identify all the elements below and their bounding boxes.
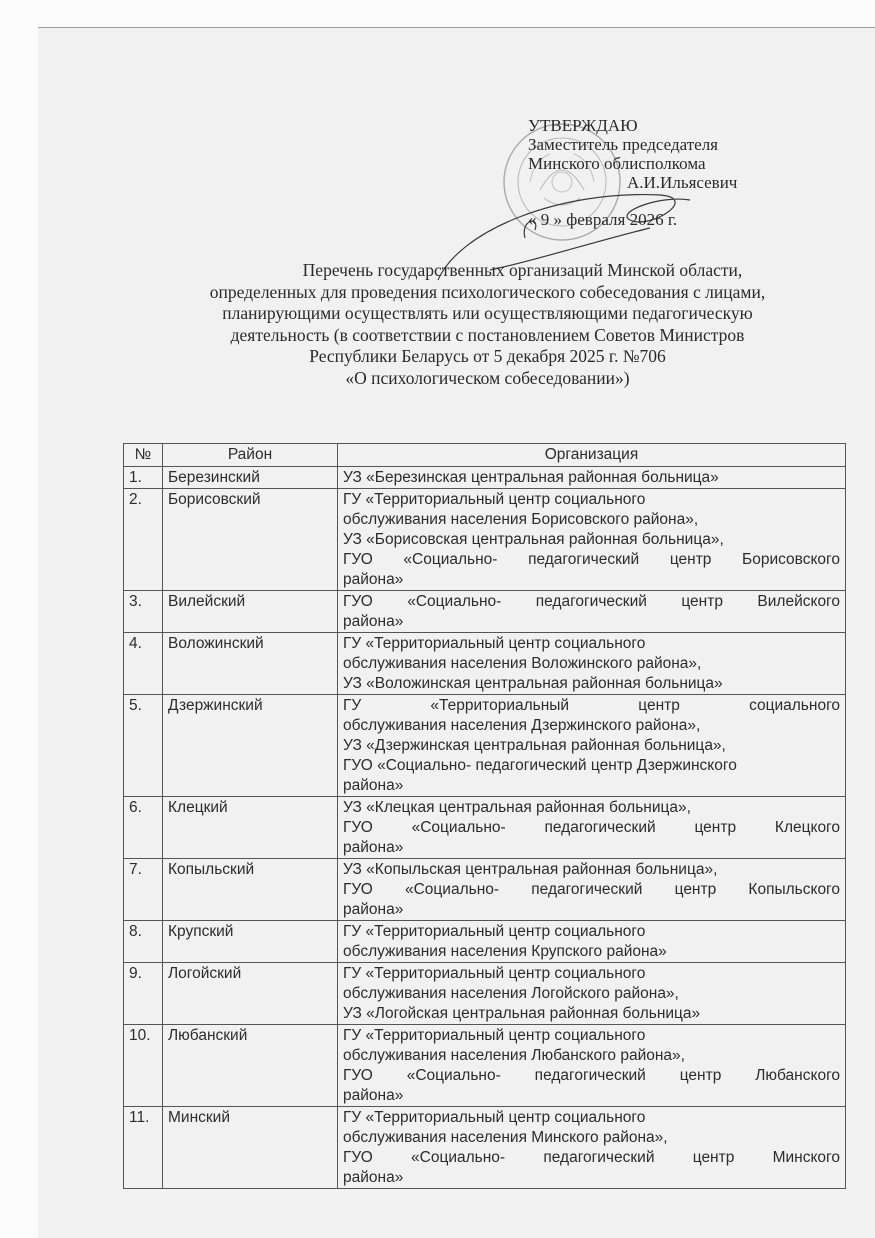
row-number: 10. <box>124 1025 163 1107</box>
organization-line: ГУ «Территориальный центр социального <box>343 635 646 652</box>
header-organization: Организация <box>338 444 846 467</box>
table-row <box>124 467 846 489</box>
organization-line: ГУО «Социально- педагогический центр Вилейского <box>343 593 840 610</box>
organization-line: УЗ «Дзержинская центральная районная больница», <box>343 737 726 754</box>
row-number: 5. <box>124 695 163 797</box>
organization-line: УЗ «Воложинская центральная районная больница» <box>343 675 723 692</box>
document-title <box>130 260 845 389</box>
row-district: Дзержинский <box>163 695 338 797</box>
organization-line: района» <box>343 1169 404 1186</box>
row-district: Минский <box>163 1107 338 1189</box>
row-organization <box>338 489 846 591</box>
row-organization <box>338 633 846 695</box>
table-row <box>124 963 846 1025</box>
table-row <box>124 489 846 591</box>
approver-position: Заместитель председателя <box>528 135 718 154</box>
organization-line: ГУ «Территориальный центр социального <box>343 1027 646 1044</box>
table-row <box>124 1025 846 1107</box>
title-line: деятельность (в соответствии с постановлением Советов Министров <box>230 324 745 345</box>
organization-line: УЗ «Борисовская центральная районная больница», <box>343 531 724 548</box>
organization-line: района» <box>343 1087 404 1104</box>
organization-line: ГУО «Социально- педагогический центр Дзержинского <box>343 757 737 774</box>
organization-line: обслуживания населения Логойского района», <box>343 985 679 1002</box>
row-organization <box>338 1025 846 1107</box>
title-line: Республики Беларусь от 5 декабря 2025 г. №706 <box>309 346 666 366</box>
approver-name: А.И.Ильясевич <box>627 173 738 192</box>
table-row <box>124 591 846 633</box>
table-row <box>124 797 846 859</box>
organization-line: обслуживания населения Борисовского района», <box>343 511 699 528</box>
approval-date: « 9 » февраля 2026 г. <box>528 210 678 229</box>
organization-line: ГУ «Территориальный центр социального <box>343 923 646 940</box>
title-line: определенных для проведения психологического собеседования с лицами, <box>209 281 766 302</box>
organization-line: района» <box>343 613 404 630</box>
organization-line: УЗ «Березинская центральная районная больница» <box>343 469 719 486</box>
header-district: Район <box>163 444 338 467</box>
row-district: Березинский <box>163 467 338 489</box>
row-district: Борисовский <box>163 489 338 591</box>
organization-line: ГУ «Территориальный центр социального <box>343 697 840 714</box>
row-organization <box>338 963 846 1025</box>
table-row <box>124 695 846 797</box>
title-line: планирующими осуществлять или осуществляющими педагогическую <box>222 303 753 323</box>
organization-line: ГУО «Социально- педагогический центр Копыльского <box>343 881 840 898</box>
title-line: «О психологическом собеседовании») <box>345 367 630 388</box>
row-district: Воложинский <box>163 633 338 695</box>
row-number: 2. <box>124 489 163 591</box>
row-organization <box>338 467 846 489</box>
row-number: 7. <box>124 859 163 921</box>
organization-line: обслуживания населения Воложинского района», <box>343 655 702 672</box>
organization-line: обслуживания населения Минского района», <box>343 1129 668 1146</box>
row-organization <box>338 695 846 797</box>
organization-line: ГУ «Территориальный центр социального <box>343 491 646 508</box>
organization-line: обслуживания населения Дзержинского района», <box>343 717 701 734</box>
table-body <box>124 467 846 1189</box>
row-number: 8. <box>124 921 163 963</box>
table-header-row <box>124 444 846 467</box>
row-number: 1. <box>124 467 163 489</box>
organization-line: района» <box>343 571 404 588</box>
row-organization <box>338 921 846 963</box>
header-number: № <box>124 444 163 467</box>
row-organization <box>338 591 846 633</box>
organization-line: района» <box>343 777 404 794</box>
row-number: 11. <box>124 1107 163 1189</box>
organization-line: УЗ «Копыльская центральная районная больница», <box>343 861 718 878</box>
row-organization <box>338 797 846 859</box>
title-line: Перечень государственных организаций Минской области, <box>302 260 743 280</box>
organization-line: УЗ «Клецкая центральная районная больница», <box>343 799 691 816</box>
organizations-table <box>123 443 846 1189</box>
row-district: Любанский <box>163 1025 338 1107</box>
table-row <box>124 633 846 695</box>
table-row <box>124 859 846 921</box>
row-district: Крупский <box>163 921 338 963</box>
approval-heading: УТВЕРЖДАЮ <box>528 116 638 135</box>
row-district: Логойский <box>163 963 338 1025</box>
organization-line: района» <box>343 901 404 918</box>
approver-organization: Минского облисполкома <box>528 154 706 173</box>
organization-line: ГУО «Социально- педагогический центр Любанского <box>343 1067 840 1084</box>
organization-line: ГУО «Социально- педагогический центр Клецкого <box>343 819 840 836</box>
row-organization <box>338 1107 846 1189</box>
row-number: 9. <box>124 963 163 1025</box>
row-number: 4. <box>124 633 163 695</box>
organization-line: УЗ «Логойская центральная районная больница» <box>343 1005 701 1022</box>
row-district: Копыльский <box>163 859 338 921</box>
table-row <box>124 921 846 963</box>
organization-line: ГУО «Социально- педагогический центр Минского <box>343 1149 840 1166</box>
row-organization <box>338 859 846 921</box>
row-number: 3. <box>124 591 163 633</box>
row-number: 6. <box>124 797 163 859</box>
organization-line: обслуживания населения Крупского района» <box>343 943 667 960</box>
organization-line: ГУ «Территориальный центр социального <box>343 965 646 982</box>
organization-line: района» <box>343 839 404 856</box>
organization-line: ГУО «Социально- педагогический центр Борисовского <box>343 551 840 568</box>
row-district: Клецкий <box>163 797 338 859</box>
row-district: Вилейский <box>163 591 338 633</box>
organization-line: ГУ «Территориальный центр социального <box>343 1109 646 1126</box>
organization-line: обслуживания населения Любанского района», <box>343 1047 685 1064</box>
table-row <box>124 1107 846 1189</box>
approval-block <box>528 116 858 229</box>
